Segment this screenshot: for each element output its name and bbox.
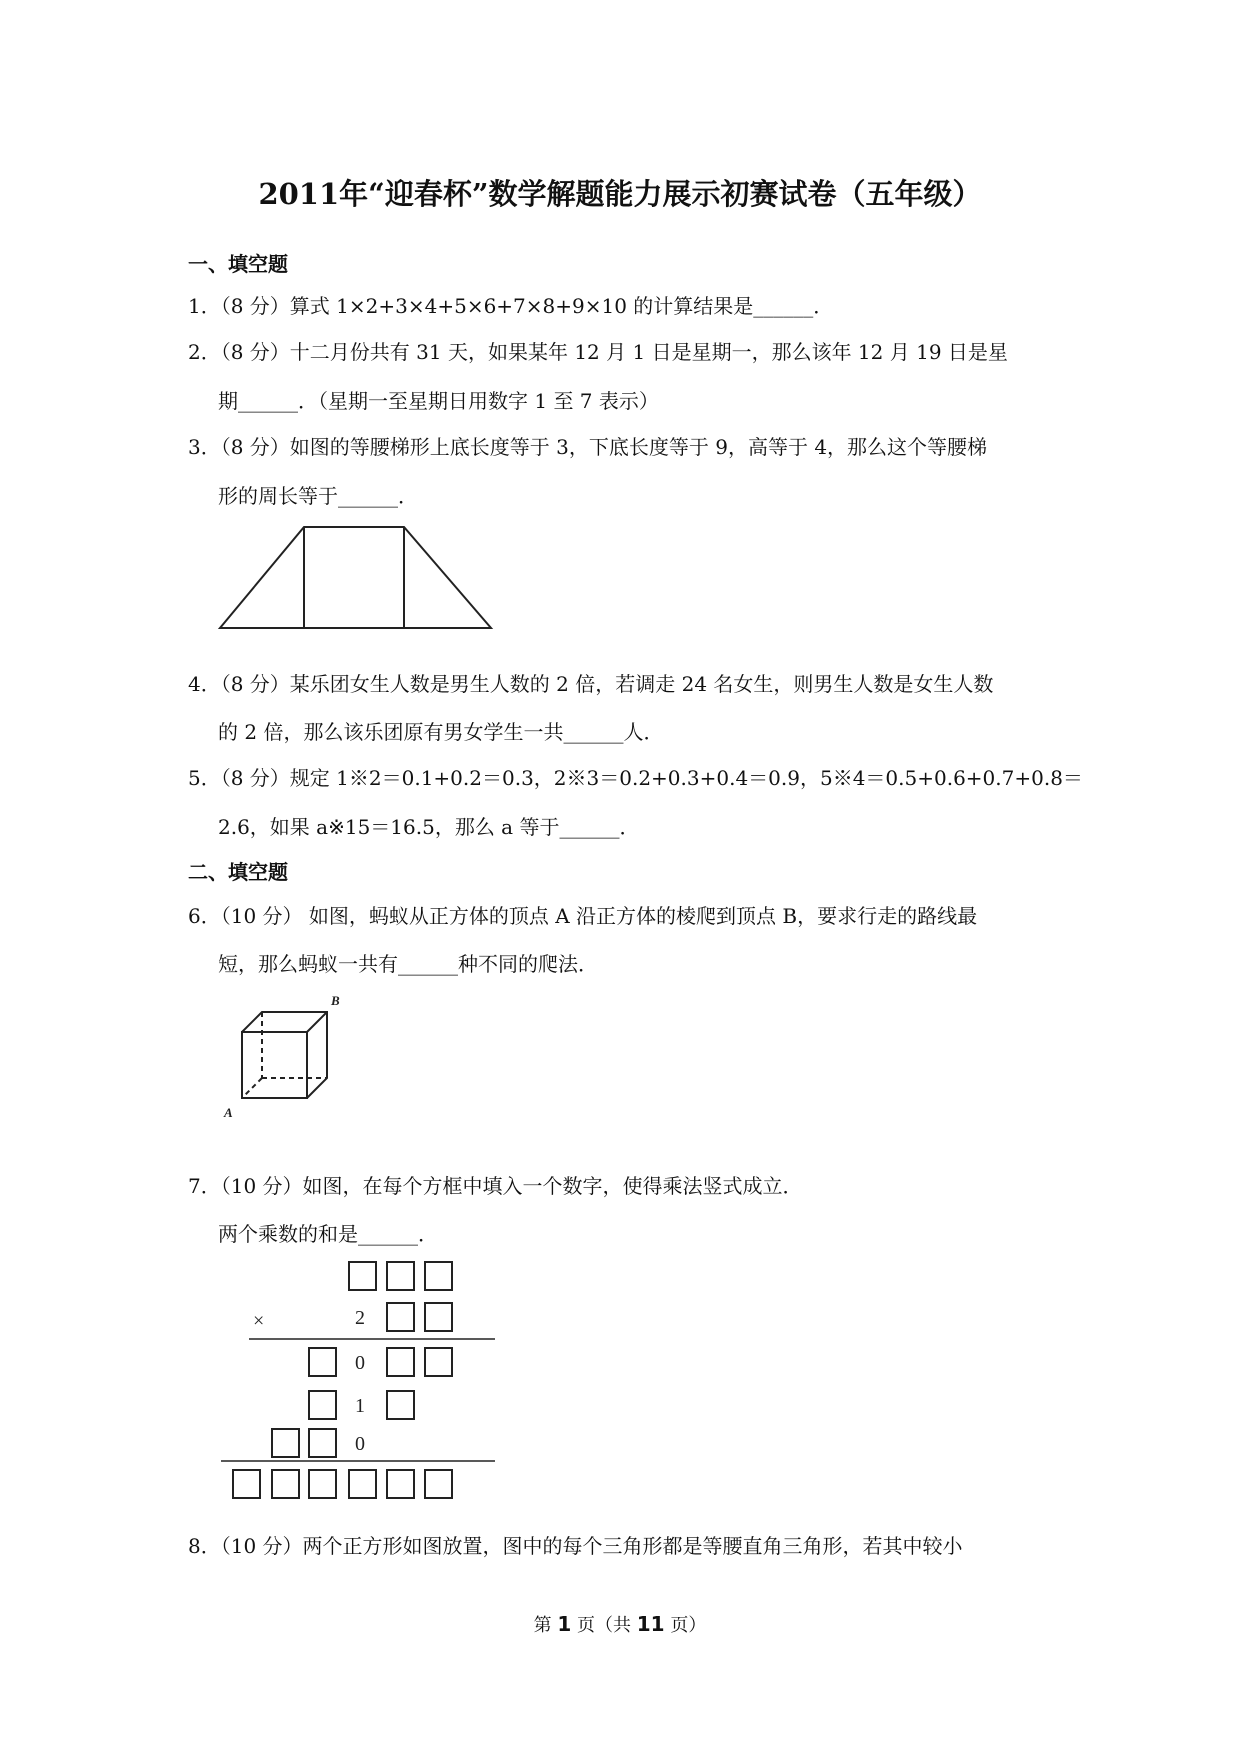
digit-box <box>309 1429 336 1457</box>
question-3-line-1: 3．（8 分）如图的等腰梯形上底长度等于 3，下底长度等于 9，高等于 4，那么这个等腰梯 <box>188 435 988 459</box>
digit-box <box>387 1348 414 1376</box>
section-heading-1: 一、填空题 <box>188 252 288 276</box>
digit-box <box>309 1391 336 1419</box>
cube-label-a: A <box>224 1105 233 1120</box>
digit-box <box>387 1391 414 1419</box>
digit-1: 1 <box>355 1395 365 1417</box>
question-7-line-1: 7．（10 分）如图，在每个方框中填入一个数字，使得乘法竖式成立． <box>188 1174 803 1198</box>
question-5-line-1: 5．（8 分）规定 1※2＝0.1+0.2＝0.3，2※3＝0.2+0.3+0.4＝0.9，5※4＝0.5+0.6+0.7+0.8＝ <box>188 766 1083 790</box>
digit-0-row3: 0 <box>355 1352 365 1374</box>
page-title: 2011年“迎春杯”数学解题能力展示初赛试卷（五年级） <box>258 177 982 211</box>
question-4-line-2: 的 2 倍，那么该乐团原有男女学生一共______人． <box>218 720 664 744</box>
question-4-line-1: 4．（8 分）某乐团女生人数是男生人数的 2 倍，若调走 24 名女生，则男生人数是女生人数 <box>188 672 994 696</box>
question-2-line-1: 2．（8 分）十二月份共有 31 天，如果某年 12 月 1 日是星期一，那么该年 12 月 19 日是星 <box>188 340 1008 364</box>
question-8-line-1: 8．（10 分）两个正方形如图放置，图中的每个三角形都是等腰直角三角形，若其中较小 <box>188 1534 963 1558</box>
question-7-line-2: 两个乘数的和是______． <box>218 1222 438 1246</box>
footer-total-pages: 11 <box>636 1612 665 1636</box>
digit-box <box>387 1303 414 1331</box>
digit-box <box>309 1348 336 1376</box>
digit-box <box>272 1429 299 1457</box>
question-6-line-2: 短，那么蚂蚁一共有______种不同的爬法． <box>218 952 598 976</box>
question-5-line-2: 2.6，如果 a※15＝16.5，那么 a 等于______． <box>218 815 640 839</box>
digit-box <box>425 1348 452 1376</box>
footer-middle: 页（共 <box>577 1615 632 1636</box>
digit-box <box>233 1470 260 1498</box>
digit-box <box>387 1470 414 1498</box>
question-1: 1．（8 分）算式 1×2+3×4+5×6+7×8+9×10 的计算结果是______． <box>188 294 834 318</box>
digit-2: 2 <box>355 1307 365 1329</box>
section-heading-2: 二、填空题 <box>188 860 288 884</box>
footer-page-number: 1 <box>557 1612 572 1636</box>
digit-box <box>425 1262 452 1290</box>
digit-box <box>272 1470 299 1498</box>
digit-box <box>309 1470 336 1498</box>
question-2-line-2: 期______．（星期一至星期日用数字 1 至 7 表示） <box>218 389 659 413</box>
times-sign: × <box>253 1310 265 1332</box>
digit-0-row5: 0 <box>355 1433 365 1455</box>
digit-box <box>349 1470 376 1498</box>
digit-box <box>387 1262 414 1290</box>
footer-prefix: 第 <box>533 1615 552 1636</box>
question-6-line-1: 6．（10 分） 如图，蚂蚁从正方体的顶点 A 沿正方体的棱爬到顶点 B，要求行走的路线最 <box>188 904 978 928</box>
digit-box <box>425 1303 452 1331</box>
footer-suffix: 页） <box>670 1615 707 1636</box>
question-3-line-2: 形的周长等于______． <box>218 484 418 508</box>
cube-label-b: B <box>331 993 340 1008</box>
digit-box <box>349 1262 376 1290</box>
digit-box <box>425 1470 452 1498</box>
page-footer <box>0 1611 1240 1637</box>
